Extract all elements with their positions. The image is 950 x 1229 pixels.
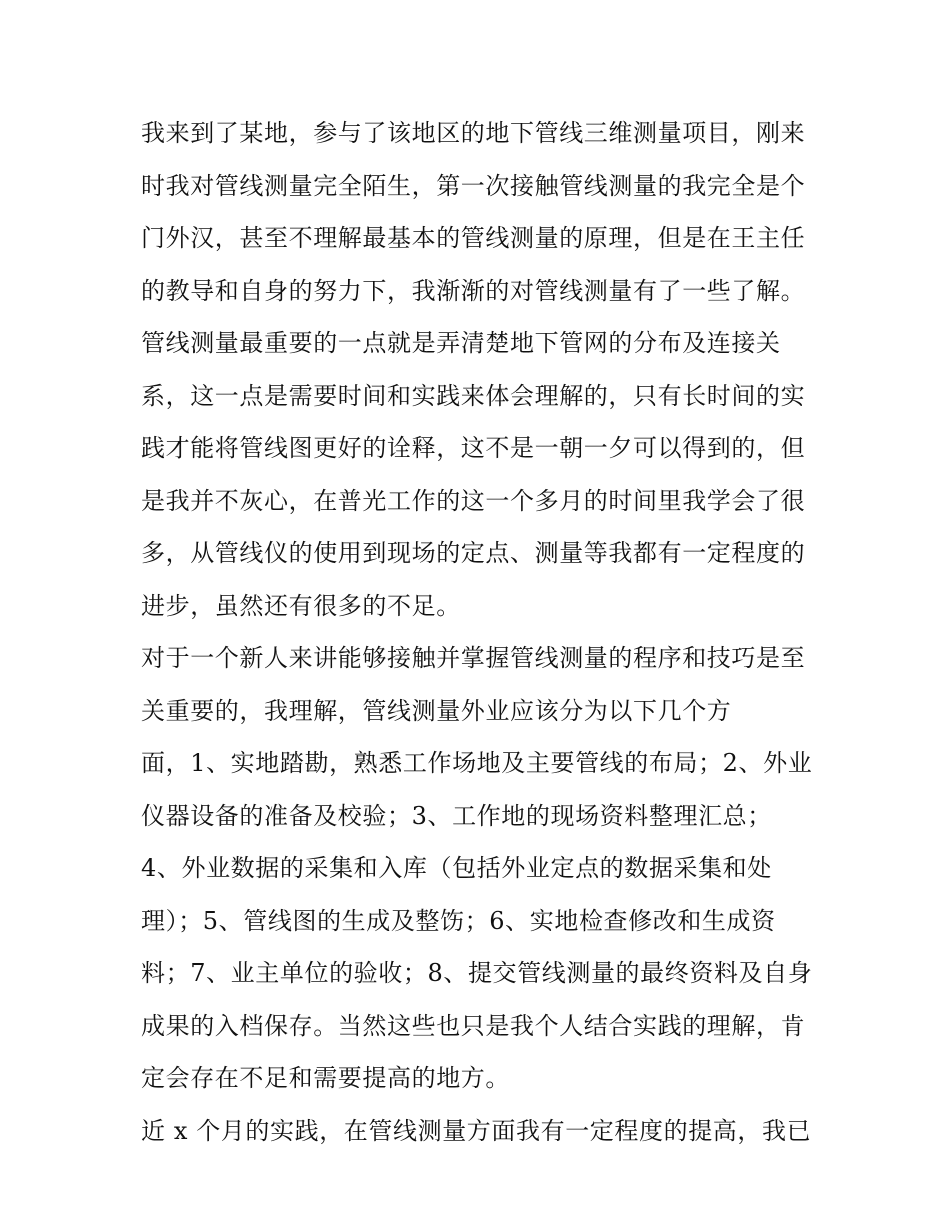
text-line: 料；7、业主单位的验收；8、提交管线测量的最终资料及自身 <box>141 959 813 987</box>
text-line: 我来到了某地，参与了该地区的地下管线三维测量项目，刚来 <box>141 119 806 147</box>
text-line: 理）；5、管线图的生成及整饬；6、实地检查修改和生成资 <box>141 906 776 935</box>
text-line: 近 x 个月的实践，在管线测量方面我有一定程度的提高，我已 <box>141 1116 812 1145</box>
text-line: 4、外业数据的采集和入库（包括外业定点的数据采集和处 <box>141 854 772 882</box>
text-line: 定会存在不足和需要提高的地方。 <box>141 1064 510 1092</box>
text-line: 多，从管线仪的使用到现场的定点、测量等我都有一定程度的 <box>141 539 806 567</box>
text-line: 仪器设备的准备及校验；3、工作地的现场资料整理汇总； <box>141 801 772 830</box>
text-line: 面，1、实地踏勘，熟悉工作场地及主要管线的布局；2、外业 <box>141 749 813 777</box>
document-body <box>141 107 821 1157</box>
text-line: 关重要的，我理解，管线测量外业应该分为以下几个方 <box>141 696 732 725</box>
text-line: 的教导和自身的努力下，我渐渐的对管线测量有了一些了解。 <box>141 276 806 305</box>
text-line: 对于一个新人来讲能够接触并掌握管线测量的程序和技巧是至 <box>141 644 806 672</box>
text-line: 进步，虽然还有很多的不足。 <box>141 591 461 620</box>
text-line: 践才能将管线图更好的诠释，这不是一朝一夕可以得到的，但 <box>141 434 806 462</box>
text-line: 门外汉，甚至不理解最基本的管线测量的原理，但是在王主任 <box>141 224 806 252</box>
text-line: 时我对管线测量完全陌生，第一次接触管线测量的我完全是个 <box>141 171 806 200</box>
text-line: 系，这一点是需要时间和实践来体会理解的，只有长时间的实 <box>141 381 806 410</box>
text-line: 成果的入档保存。当然这些也只是我个人结合实践的理解，肯 <box>141 1011 806 1040</box>
text-line: 管线测量最重要的一点就是弄清楚地下管网的分布及连接关 <box>141 329 781 357</box>
text-line: 是我并不灰心，在普光工作的这一个多月的时间里我学会了很 <box>141 486 806 515</box>
